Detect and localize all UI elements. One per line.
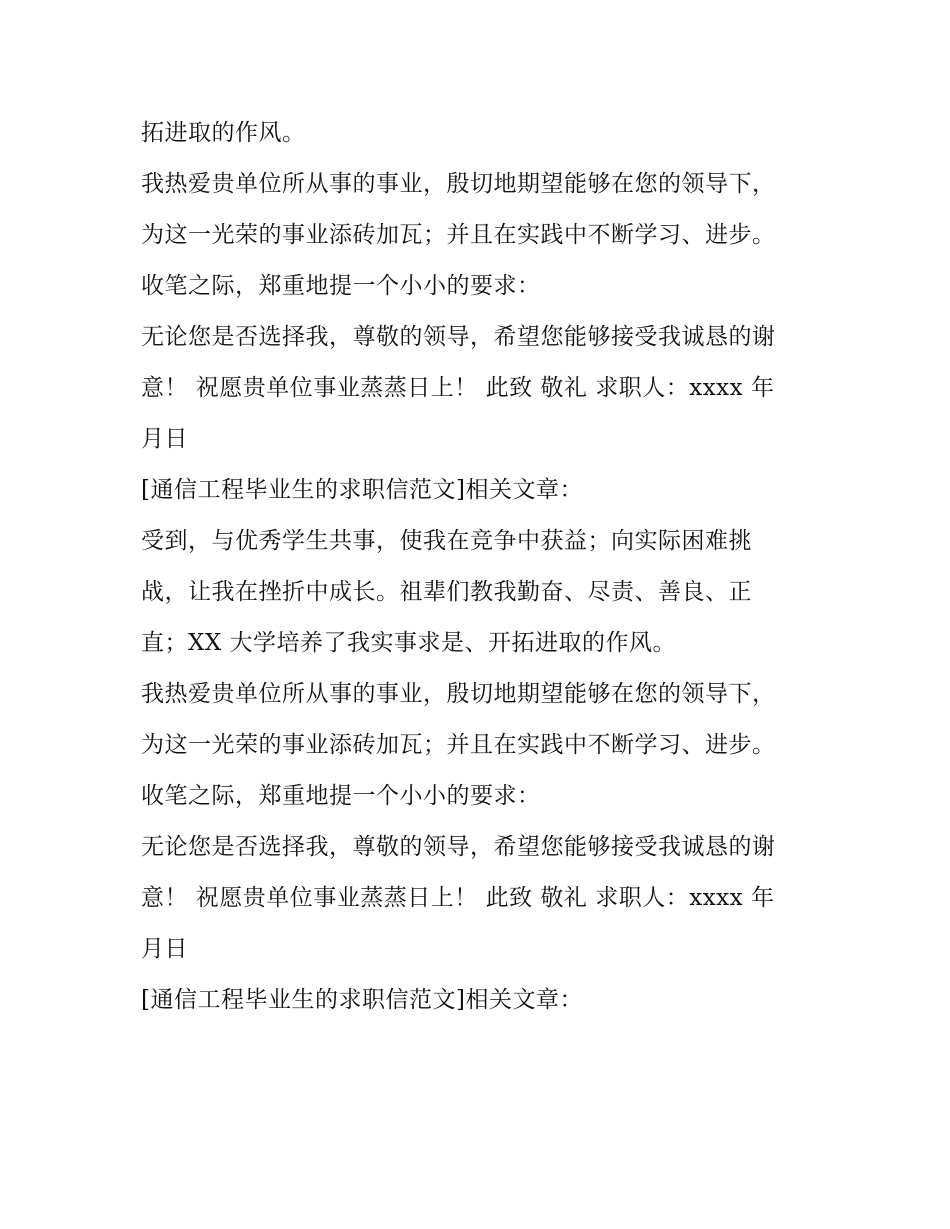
related-articles-heading: [通信工程毕业生的求职信范文]相关文章：	[141, 987, 583, 1013]
text-line: 月日	[141, 426, 188, 452]
text-line: 收笔之际，郑重地提一个小小的要求：	[141, 783, 541, 809]
text-line: 我热爱贵单位所从事的事业，殷切地期望能够在您的领导下，	[141, 681, 776, 707]
text-line: 战，让我在挫折中成长。祖辈们教我勤奋、尽责、善良、正	[141, 579, 752, 605]
text-line: 我热爱贵单位所从事的事业，殷切地期望能够在您的领导下，	[141, 171, 776, 197]
text-line: 意！ 祝愿贵单位事业蒸蒸日上！ 此致 敬礼 求职人：xxxx 年	[141, 885, 775, 911]
text-line: 受到，与优秀学生共事，使我在竞争中获益；向实际困难挑	[141, 528, 752, 554]
text-line: 月日	[141, 936, 188, 962]
text-line: 拓进取的作风。	[141, 120, 306, 146]
document-body	[141, 108, 841, 1026]
text-line: 无论您是否选择我，尊敬的领导，希望您能够接受我诚恳的谢	[141, 324, 776, 350]
text-line: 为这一光荣的事业添砖加瓦；并且在实践中不断学习、进步。	[141, 732, 776, 758]
related-articles-heading: [通信工程毕业生的求职信范文]相关文章：	[141, 477, 583, 503]
text-line: 意！ 祝愿贵单位事业蒸蒸日上！ 此致 敬礼 求职人：xxxx 年	[141, 375, 775, 401]
text-line: 无论您是否选择我，尊敬的领导，希望您能够接受我诚恳的谢	[141, 834, 776, 860]
text-line: 为这一光荣的事业添砖加瓦；并且在实践中不断学习、进步。	[141, 222, 776, 248]
text-line: 直；XX 大学培养了我实事求是、开拓进取的作风。	[141, 630, 677, 656]
text-line: 收笔之际，郑重地提一个小小的要求：	[141, 273, 541, 299]
